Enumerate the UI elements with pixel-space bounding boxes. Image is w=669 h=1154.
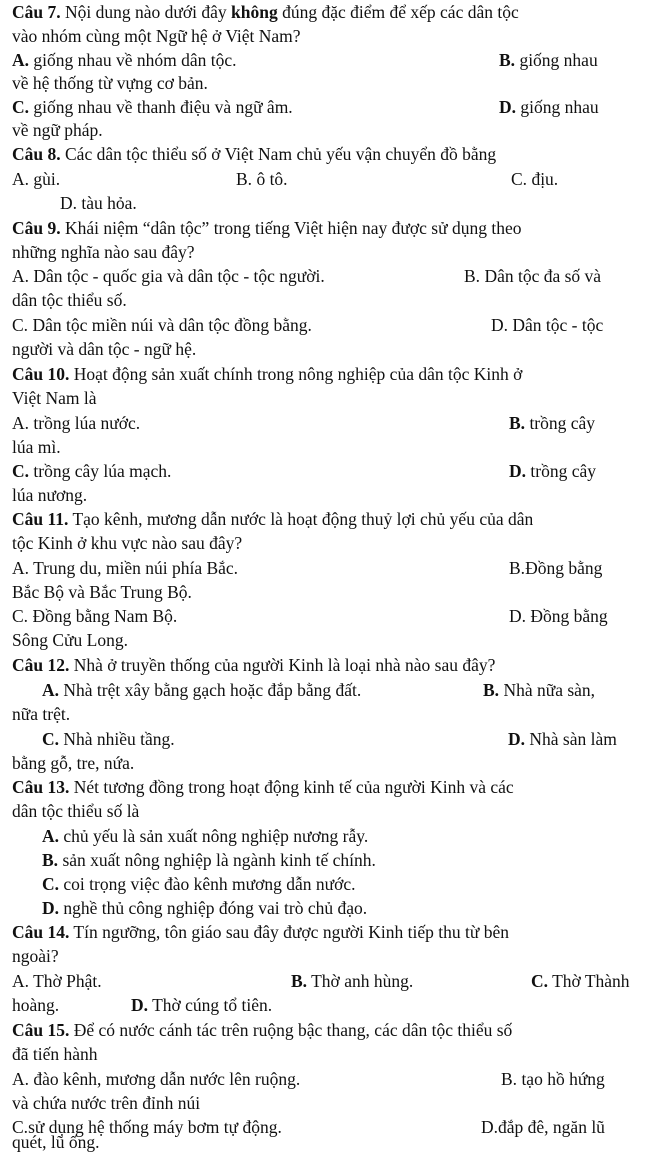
q10-option-a: A. trồng lúa nước. — [12, 413, 141, 433]
q8-option-a: A. gùi. — [12, 169, 61, 189]
q12-option-a: A. Nhà trệt xây bằng gạch hoặc đắp bằng đất. — [42, 680, 362, 700]
q13-stem-line-2: dân tộc thiểu số là — [12, 801, 140, 821]
q11-stem-line-1: Câu 11. Tạo kênh, mương dẫn nước là hoạt động thuỷ lợi chủ yếu của dân — [12, 509, 534, 529]
q12-option-c: C. Nhà nhiều tầng. — [42, 729, 175, 749]
q15-stem-line-2: đã tiến hành — [12, 1044, 98, 1064]
q8-stem-line-1: Câu 8. Các dân tộc thiểu số ở Việt Nam chủ yếu vận chuyển đồ bằng — [12, 144, 497, 164]
q11-option-a: A. Trung du, miền núi phía Bắc. — [12, 558, 239, 578]
q15-option-c: C.sử dụng hệ thống máy bơm tự động. — [12, 1117, 282, 1137]
q11-stem-line-2: tộc Kinh ở khu vực nào sau đây? — [12, 533, 243, 553]
q7-option-b-cont: về hệ thống từ vựng cơ bản. — [12, 73, 208, 93]
q10-option-d: D. trồng cây — [509, 461, 596, 481]
q14-stem-line-2: ngoài? — [12, 946, 59, 966]
q15-option-a: A. đào kênh, mương dẫn nước lên ruộng. — [12, 1069, 301, 1089]
q7-stem-line-1: Câu 7. Nội dung nào dưới đây không đúng đặc điểm để xếp các dân tộc — [12, 2, 519, 22]
q8-option-c: C. địu. — [511, 169, 559, 189]
q13-option-b: B. sản xuất nông nghiệp là ngành kinh tế chính. — [42, 850, 376, 870]
q12-option-b: B. Nhà nữa sàn, — [483, 680, 596, 700]
q15-stem-line-1: Câu 15. Để có nước cánh tác trên ruộng bậc thang, các dân tộc thiểu số — [12, 1020, 513, 1040]
q13-stem-line-1: Câu 13. Nét tương đồng trong hoạt động kinh tế của người Kinh và các — [12, 777, 514, 797]
q9-option-b: B. Dân tộc đa số và — [464, 266, 602, 286]
q9-option-c: C. Dân tộc miền núi và dân tộc đồng bằng. — [12, 315, 312, 335]
q15-option-b-cont: và chứa nước trên đỉnh núi — [12, 1093, 201, 1113]
q10-option-d-cont: lúa nương. — [12, 485, 88, 505]
q14-stem-line-1: Câu 14. Tín ngưỡng, tôn giáo sau đây được người Kinh tiếp thu từ bên — [12, 922, 510, 942]
q10-option-c: C. trồng cây lúa mạch. — [12, 461, 172, 481]
q8-option-b: B. ô tô. — [236, 169, 288, 189]
q9-option-a: A. Dân tộc - quốc gia và dân tộc - tộc người. — [12, 266, 325, 286]
q15-option-d: D.đắp đê, ngăn lũ — [481, 1117, 605, 1137]
q15-option-d-cont: quét, lũ ống. — [12, 1132, 100, 1152]
q14-option-c-cont: hoàng. — [12, 995, 60, 1015]
q9-option-d-cont: người và dân tộc - ngữ hệ. — [12, 339, 197, 359]
q9-stem-line-2: những nghĩa nào sau đây? — [12, 242, 195, 262]
q12-stem-line-1: Câu 12. Nhà ở truyền thống của người Kinh là loại nhà nào sau đây? — [12, 655, 496, 675]
q9-stem-line-1: Câu 9. Khái niệm “dân tộc” trong tiếng Việt hiện nay được sử dụng theo — [12, 218, 522, 238]
q7-option-d: D. giống nhau — [499, 97, 599, 117]
q7-option-d-cont: về ngữ pháp. — [12, 120, 103, 140]
q13-option-d: D. nghề thủ công nghiệp đóng vai trò chủ đạo. — [42, 898, 368, 918]
q11-option-d: D. Đồng bằng — [509, 606, 608, 626]
q11-option-b: B.Đồng bằng — [509, 558, 603, 578]
q10-option-b: B. trồng cây — [509, 413, 596, 433]
q11-option-b-cont: Bắc Bộ và Bắc Trung Bộ. — [12, 582, 192, 602]
q7-option-c: C. giống nhau về thanh điệu và ngữ âm. — [12, 97, 293, 117]
q7-option-a: A. giống nhau về nhóm dân tộc. — [12, 50, 237, 70]
q15-option-b: B. tạo hồ hứng — [501, 1069, 605, 1089]
q8-option-d: D. tàu hỏa. — [60, 193, 137, 213]
q11-option-c: C. Đồng bằng Nam Bộ. — [12, 606, 178, 626]
q13-option-c: C. coi trọng việc đào kênh mương dẫn nước. — [42, 874, 356, 894]
q12-option-b-cont: nữa trệt. — [12, 704, 71, 724]
q7-option-b: B. giống nhau — [499, 50, 598, 70]
q13-option-a: A. chủ yếu là sản xuất nông nghiệp nương rẫy. — [42, 826, 369, 846]
q14-option-b: B. Thờ anh hùng. — [291, 971, 414, 991]
q14-option-c: C. Thờ Thành — [531, 971, 630, 991]
q10-stem-line-2: Việt Nam là — [12, 388, 97, 408]
q14-option-d: D. Thờ cúng tổ tiên. — [131, 995, 273, 1015]
q7-stem-line-2: vào nhóm cùng một Ngữ hệ ở Việt Nam? — [12, 26, 301, 46]
q10-stem-line-1: Câu 10. Hoạt động sản xuất chính trong nông nghiệp của dân tộc Kinh ở — [12, 364, 523, 384]
q14-option-a: A. Thờ Phật. — [12, 971, 102, 991]
q9-option-d: D. Dân tộc - tộc — [491, 315, 604, 335]
q12-option-d-cont: bằng gỗ, tre, nứa. — [12, 753, 135, 773]
q9-option-b-cont: dân tộc thiểu số. — [12, 290, 127, 310]
q10-option-b-cont: lúa mì. — [12, 437, 61, 457]
q12-option-d: D. Nhà sàn làm — [508, 729, 617, 749]
q11-option-d-cont: Sông Cửu Long. — [12, 630, 128, 650]
